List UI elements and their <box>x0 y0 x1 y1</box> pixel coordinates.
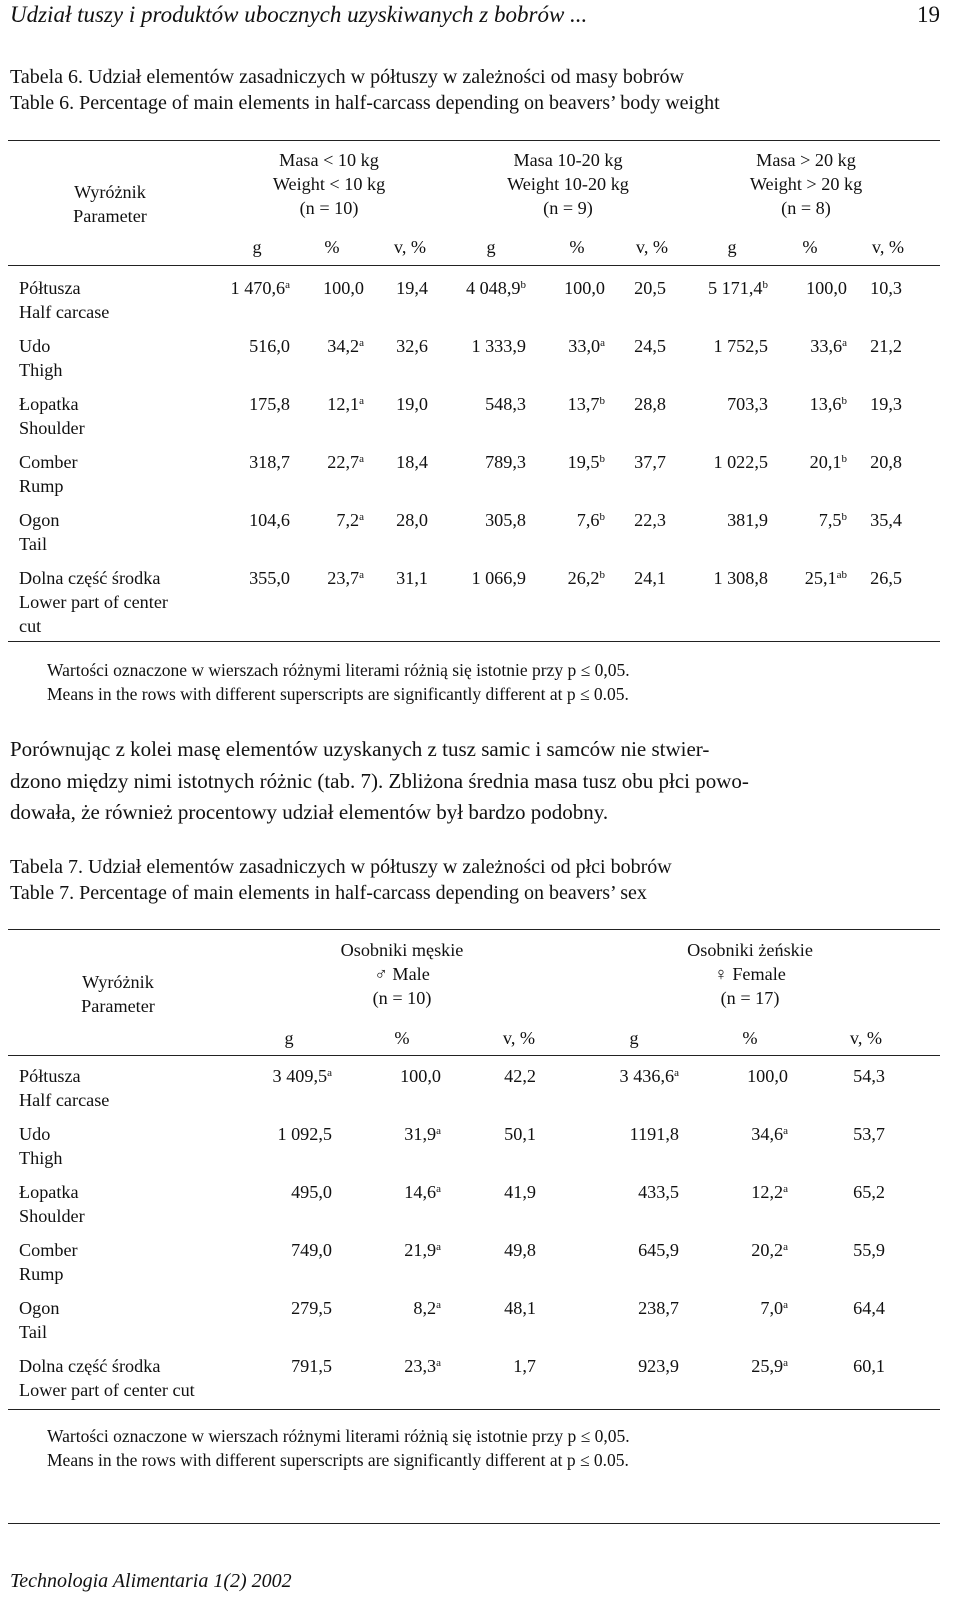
table-cell-value: 104,6 <box>249 510 290 530</box>
row-label-line: Półtusza <box>19 1066 81 1086</box>
table-cell <box>556 450 666 474</box>
table-cell-superscript: a <box>600 337 605 349</box>
table-cell-value: 5 171,4 <box>707 278 763 298</box>
group-header-line: Weight > 20 kg <box>749 174 863 194</box>
group-header-line: ♀ Female <box>714 964 786 984</box>
param-label-pl: Wyróżnik <box>82 972 154 992</box>
group-header-line: (n = 17) <box>720 988 780 1008</box>
table-cell-value: 31,1 <box>396 568 428 588</box>
table6-note-pl: Wartości oznaczone w wierszach różnymi literami różnią się istotnie przy p ≤ 0,05. <box>47 660 630 680</box>
table-cell <box>318 508 428 532</box>
table-cell <box>331 1180 441 1204</box>
row-label-line: Rump <box>19 476 64 496</box>
table-cell-value: 20,1 <box>809 452 842 472</box>
table-cell <box>556 334 666 358</box>
table-cell-value: 1 470,6 <box>230 278 286 298</box>
table-cell-value: 305,8 <box>485 510 526 530</box>
row-label-line: Lower part of center <box>19 592 168 612</box>
table-cell-value: 23,7 <box>327 568 360 588</box>
running-header <box>10 2 940 28</box>
table-cell-superscript: a <box>436 1357 441 1369</box>
row-label-line: Comber <box>19 1240 78 1260</box>
table-cell-value: 50,1 <box>504 1124 536 1144</box>
table-cell <box>318 450 428 474</box>
row-label-line: Comber <box>19 452 78 472</box>
row-label-line: Lower part of center cut <box>19 1380 195 1400</box>
unit-header: v, % <box>849 1028 883 1048</box>
table-cell-value: 26,2 <box>567 568 600 588</box>
table-cell-value: 7,0 <box>760 1298 784 1318</box>
table-cell-value: 65,2 <box>853 1182 885 1202</box>
table-cell-superscript: a <box>783 1183 788 1195</box>
group-header-line: Masa < 10 kg <box>279 150 379 170</box>
unit-header: v, % <box>502 1028 536 1048</box>
table-cell-value: 32,6 <box>396 336 428 356</box>
unit-header: g <box>629 1028 639 1048</box>
table-cell-value: 12,1 <box>327 394 360 414</box>
row-label <box>19 1180 85 1228</box>
table-cell-value: 8,2 <box>413 1298 437 1318</box>
table-cell-value: 645,9 <box>638 1240 679 1260</box>
page-number: 19 <box>917 2 940 27</box>
table-cell <box>775 1180 885 1204</box>
table-cell-value: 31,9 <box>404 1124 437 1144</box>
table-cell-value: 1 308,8 <box>713 568 768 588</box>
row-label <box>19 1296 59 1344</box>
unit-header: v, % <box>871 237 905 257</box>
group-header-line: Masa 10-20 kg <box>513 150 623 170</box>
table-cell-value: 60,1 <box>853 1356 885 1376</box>
table-cell-superscript: a <box>674 1067 679 1079</box>
table-cell <box>426 1354 536 1378</box>
table6-caption-pl: Tabela 6. Udział elementów zasadniczych w półtuszy w zależności od masy bobrów <box>10 66 684 88</box>
table-cell <box>678 1296 788 1320</box>
row-label <box>19 1064 109 1112</box>
row-label <box>19 508 59 556</box>
table-cell-value: 25,1 <box>804 568 837 588</box>
table-cell-superscript: b <box>841 395 847 407</box>
row-label <box>19 276 109 324</box>
param-label-en: Parameter <box>81 996 155 1016</box>
table-cell-superscript: a <box>783 1125 788 1137</box>
row-label-line: Udo <box>19 336 51 356</box>
table-cell <box>678 1122 788 1146</box>
table-cell <box>792 392 902 416</box>
table-cell-value: 49,8 <box>504 1240 536 1260</box>
table-cell-superscript: a <box>436 1241 441 1253</box>
table-cell-value: 100,0 <box>564 278 605 298</box>
table-cell <box>556 276 666 300</box>
table-cell <box>678 1180 788 1204</box>
table7-top-rule <box>8 929 940 930</box>
sex-group-header <box>292 938 512 1010</box>
table-cell-value: 1191,8 <box>629 1124 679 1144</box>
row-label-line: Dolna część środka <box>19 1356 161 1376</box>
table-cell <box>775 1122 885 1146</box>
row-label-line: Ogon <box>19 510 60 530</box>
table-cell-value: 4 048,9 <box>465 278 521 298</box>
table-cell-value: 13,6 <box>809 394 842 414</box>
table7-note-pl: Wartości oznaczone w wierszach różnymi literami różnią się istotnie przy p ≤ 0,05. <box>47 1426 630 1446</box>
table6-header-rule <box>8 265 940 266</box>
group-header-line: Weight 10-20 kg <box>507 174 629 194</box>
table-cell-value: 100,0 <box>323 278 364 298</box>
table6-note-en: Means in the rows with different superscripts are significantly different at p ≤ 0.05. <box>47 684 629 704</box>
table-cell <box>331 1238 441 1262</box>
table-cell-superscript: a <box>359 453 364 465</box>
table-cell <box>318 276 428 300</box>
table-cell <box>331 1296 441 1320</box>
unit-header: % <box>324 237 340 257</box>
table-cell <box>775 1238 885 1262</box>
unit-header: g <box>727 237 737 257</box>
table-cell-value: 238,7 <box>638 1298 679 1318</box>
table-cell-value: 1,7 <box>513 1356 536 1376</box>
table-cell <box>556 566 666 590</box>
table-cell-value: 12,2 <box>751 1182 784 1202</box>
table-cell-value: 37,7 <box>634 452 666 472</box>
table-cell-value: 19,0 <box>396 394 428 414</box>
table-cell-value: 28,8 <box>634 394 666 414</box>
table-cell-value: 10,3 <box>870 278 902 298</box>
table-cell-value: 175,8 <box>249 394 290 414</box>
row-label-line: Thigh <box>19 1148 63 1168</box>
table-cell-superscript: a <box>359 511 364 523</box>
row-label-line: Ogon <box>19 1298 60 1318</box>
table-cell-value: 34,2 <box>327 336 360 356</box>
table-cell-superscript: b <box>599 511 605 523</box>
weight-group-header <box>229 148 429 220</box>
footer-rule <box>8 1523 940 1524</box>
table-cell <box>792 566 902 590</box>
table6-caption-en: Table 6. Percentage of main elements in half-carcass depending on beavers’ body weight <box>10 92 720 114</box>
table-cell-value: 7,5 <box>818 510 842 530</box>
table-cell <box>792 276 902 300</box>
table-cell <box>569 1296 679 1320</box>
table-cell-value: 20,8 <box>870 452 902 472</box>
group-header-line: (n = 9) <box>543 198 593 218</box>
row-label-line: cut <box>19 616 42 636</box>
table-cell-value: 100,0 <box>806 278 847 298</box>
paragraph-line: dowała, że również procentowy udział elementów był bardzo podobny. <box>10 800 609 824</box>
table-cell-value: 433,5 <box>638 1182 679 1202</box>
table-cell-superscript: a <box>436 1299 441 1311</box>
table-cell-value: 1 333,9 <box>471 336 526 356</box>
table-cell-superscript: b <box>599 395 605 407</box>
table-cell-value: 41,9 <box>504 1182 536 1202</box>
table-cell-value: 22,3 <box>634 510 666 530</box>
table-cell-superscript: a <box>842 337 847 349</box>
table7-caption-en: Table 7. Percentage of main elements in half-carcass depending on beavers’ sex <box>10 882 647 904</box>
param-label-en: Parameter <box>73 206 147 226</box>
unit-header: v, % <box>393 237 427 257</box>
journal-footer: Technologia Alimentaria 1(2) 2002 <box>10 1570 292 1592</box>
table6-top-rule <box>8 140 940 141</box>
table-cell-value: 516,0 <box>249 336 290 356</box>
table-cell <box>792 334 902 358</box>
table-cell <box>792 450 902 474</box>
row-label <box>19 334 62 382</box>
table-cell-superscript: ab <box>836 569 847 581</box>
table-cell-value: 18,4 <box>396 452 428 472</box>
table-cell-value: 28,0 <box>396 510 428 530</box>
table-cell <box>331 1354 441 1378</box>
table7-note-en: Means in the rows with different superscripts are significantly different at p ≤ 0.05. <box>47 1450 629 1470</box>
table-cell <box>569 1180 679 1204</box>
table-cell-value: 279,5 <box>291 1298 332 1318</box>
row-label-line: Łopatka <box>19 1182 79 1202</box>
table-cell-value: 495,0 <box>291 1182 332 1202</box>
table-cell-superscript: b <box>841 511 847 523</box>
row-label-line: Udo <box>19 1124 51 1144</box>
table-cell <box>222 1180 332 1204</box>
table-cell <box>569 1354 679 1378</box>
table-cell-value: 7,6 <box>576 510 600 530</box>
unit-header: % <box>569 237 585 257</box>
row-label-line: Dolna część środka <box>19 568 161 588</box>
row-label-line: Łopatka <box>19 394 79 414</box>
table-cell <box>318 566 428 590</box>
table-cell-value: 24,1 <box>634 568 666 588</box>
row-label-line: Rump <box>19 1264 64 1284</box>
table-cell-value: 789,3 <box>485 452 526 472</box>
table-cell-superscript: a <box>783 1299 788 1311</box>
table-cell-superscript: b <box>599 453 605 465</box>
table-cell <box>678 1238 788 1262</box>
group-header-line: Osobniki żeńskie <box>687 940 813 960</box>
table-cell-value: 1 066,9 <box>471 568 526 588</box>
table-cell-value: 22,7 <box>327 452 360 472</box>
unit-header: % <box>394 1028 410 1048</box>
table-cell <box>426 1122 536 1146</box>
table-cell-superscript: a <box>436 1183 441 1195</box>
table-cell <box>426 1064 536 1088</box>
row-label <box>19 450 78 498</box>
table-cell-value: 318,7 <box>249 452 290 472</box>
table-cell-superscript: a <box>436 1125 441 1137</box>
table-cell-value: 23,3 <box>404 1356 437 1376</box>
table-cell <box>556 392 666 416</box>
table-cell <box>678 1064 788 1088</box>
table-cell <box>222 1122 332 1146</box>
table-cell-value: 749,0 <box>291 1240 332 1260</box>
table-cell-value: 703,3 <box>727 394 768 414</box>
table7-header-rule <box>8 1055 940 1056</box>
table7-bottom-rule <box>8 1409 940 1410</box>
table-cell <box>222 1296 332 1320</box>
table-cell-value: 548,3 <box>485 394 526 414</box>
table-cell-value: 100,0 <box>400 1066 441 1086</box>
table-cell-value: 381,9 <box>727 510 768 530</box>
row-label <box>19 1354 195 1402</box>
group-header-line: Weight < 10 kg <box>272 174 386 194</box>
row-label-line: Półtusza <box>19 278 81 298</box>
row-label <box>19 566 168 638</box>
table7-param-header <box>28 970 208 1018</box>
table-cell-value: 3 436,6 <box>619 1066 675 1086</box>
table-cell-value: 20,5 <box>634 278 666 298</box>
row-label-line: Tail <box>19 1322 48 1342</box>
group-header-line: (n = 10) <box>299 198 359 218</box>
table-cell-superscript: a <box>783 1241 788 1253</box>
table-cell-value: 19,5 <box>567 452 600 472</box>
table-cell <box>569 1064 679 1088</box>
table-cell-superscript: a <box>359 395 364 407</box>
table-cell <box>775 1296 885 1320</box>
table-cell <box>678 1354 788 1378</box>
table-cell-superscript: a <box>327 1067 332 1079</box>
table-cell-value: 26,5 <box>870 568 902 588</box>
group-header-line: (n = 10) <box>372 988 432 1008</box>
table7-caption-pl: Tabela 7. Udział elementów zasadniczych w półtuszy w zależności od płci bobrów <box>10 856 672 878</box>
row-label-line: Shoulder <box>19 418 85 438</box>
table-cell <box>775 1064 885 1088</box>
table-cell-value: 791,5 <box>291 1356 332 1376</box>
table-cell-superscript: b <box>841 453 847 465</box>
table-cell-value: 19,4 <box>396 278 428 298</box>
unit-header: g <box>284 1028 294 1048</box>
paragraph-line: dzono między nimi istotnych różnic (tab. 7). Zbliżona średnia masa tusz obu płci powo- <box>10 768 749 793</box>
group-header-line: Masa > 20 kg <box>756 150 856 170</box>
table-cell <box>426 1238 536 1262</box>
group-header-line: (n = 8) <box>781 198 831 218</box>
table-cell-value: 64,4 <box>853 1298 885 1318</box>
table-cell-value: 13,7 <box>567 394 600 414</box>
row-label-line: Half carcase <box>19 1090 110 1110</box>
paragraph-line: Porównując z kolei masę elementów uzyskanych z tusz samic i samców nie stwier- <box>10 737 710 761</box>
table-cell-value: 55,9 <box>853 1240 885 1260</box>
table-cell-value: 34,6 <box>751 1124 784 1144</box>
unit-header: g <box>252 237 262 257</box>
unit-header: % <box>742 1028 758 1048</box>
table-cell-superscript: a <box>783 1357 788 1369</box>
table-cell <box>318 334 428 358</box>
unit-header: v, % <box>635 237 669 257</box>
table-cell-value: 21,2 <box>870 336 902 356</box>
table-cell <box>775 1354 885 1378</box>
table-cell <box>792 508 902 532</box>
sex-group-header <box>640 938 860 1010</box>
table-cell-value: 53,7 <box>853 1124 885 1144</box>
row-label <box>19 1238 78 1286</box>
table-cell-value: 20,2 <box>751 1240 784 1260</box>
table-cell-value: 7,2 <box>336 510 360 530</box>
table-cell-superscript: b <box>762 279 768 291</box>
table-cell <box>331 1064 441 1088</box>
table-cell-value: 100,0 <box>747 1066 788 1086</box>
row-label-line: Shoulder <box>19 1206 85 1226</box>
table6-bottom-rule <box>8 641 940 642</box>
table-cell-value: 14,6 <box>404 1182 437 1202</box>
weight-group-header <box>706 148 906 220</box>
table-cell-value: 21,9 <box>404 1240 437 1260</box>
table-cell <box>426 1180 536 1204</box>
table-cell-superscript: a <box>359 337 364 349</box>
table-cell-value: 33,0 <box>568 336 601 356</box>
table-cell <box>426 1296 536 1320</box>
weight-group-header <box>468 148 668 220</box>
unit-header: g <box>486 237 496 257</box>
row-label-line: Thigh <box>19 360 63 380</box>
table-cell <box>318 392 428 416</box>
table-cell-value: 1 092,5 <box>277 1124 332 1144</box>
table-cell-superscript: b <box>599 569 605 581</box>
table-cell <box>331 1122 441 1146</box>
table-cell-value: 25,9 <box>751 1356 784 1376</box>
table-cell-superscript: a <box>285 279 290 291</box>
table-cell-superscript: b <box>520 279 526 291</box>
unit-header: % <box>802 237 818 257</box>
table6-param-header <box>20 180 200 228</box>
running-title: Udział tuszy i produktów ubocznych uzyskiwanych z bobrów ... <box>10 2 588 27</box>
table-cell <box>222 1238 332 1262</box>
table-cell <box>569 1238 679 1262</box>
row-label-line: Half carcase <box>19 302 110 322</box>
table-cell-value: 48,1 <box>504 1298 536 1318</box>
table-cell-value: 923,9 <box>638 1356 679 1376</box>
table-cell-value: 1 022,5 <box>713 452 768 472</box>
table-cell-value: 19,3 <box>870 394 902 414</box>
row-label <box>19 1122 62 1170</box>
table-cell-value: 355,0 <box>249 568 290 588</box>
table-cell-value: 1 752,5 <box>713 336 768 356</box>
table-cell-superscript: a <box>359 569 364 581</box>
table-cell-value: 24,5 <box>634 336 666 356</box>
table-cell <box>556 508 666 532</box>
param-label-pl: Wyróżnik <box>74 182 146 202</box>
table-cell <box>222 1354 332 1378</box>
table-cell-value: 33,6 <box>810 336 843 356</box>
table-cell <box>222 1064 332 1088</box>
row-label-line: Tail <box>19 534 48 554</box>
table-cell-value: 54,3 <box>853 1066 885 1086</box>
table-cell <box>569 1122 679 1146</box>
body-paragraph <box>10 734 936 829</box>
group-header-line: ♂ Male <box>374 964 430 984</box>
table-cell-value: 3 409,5 <box>272 1066 328 1086</box>
group-header-line: Osobniki męskie <box>340 940 464 960</box>
table-cell-value: 42,2 <box>504 1066 536 1086</box>
row-label <box>19 392 85 440</box>
table-cell-value: 35,4 <box>870 510 902 530</box>
